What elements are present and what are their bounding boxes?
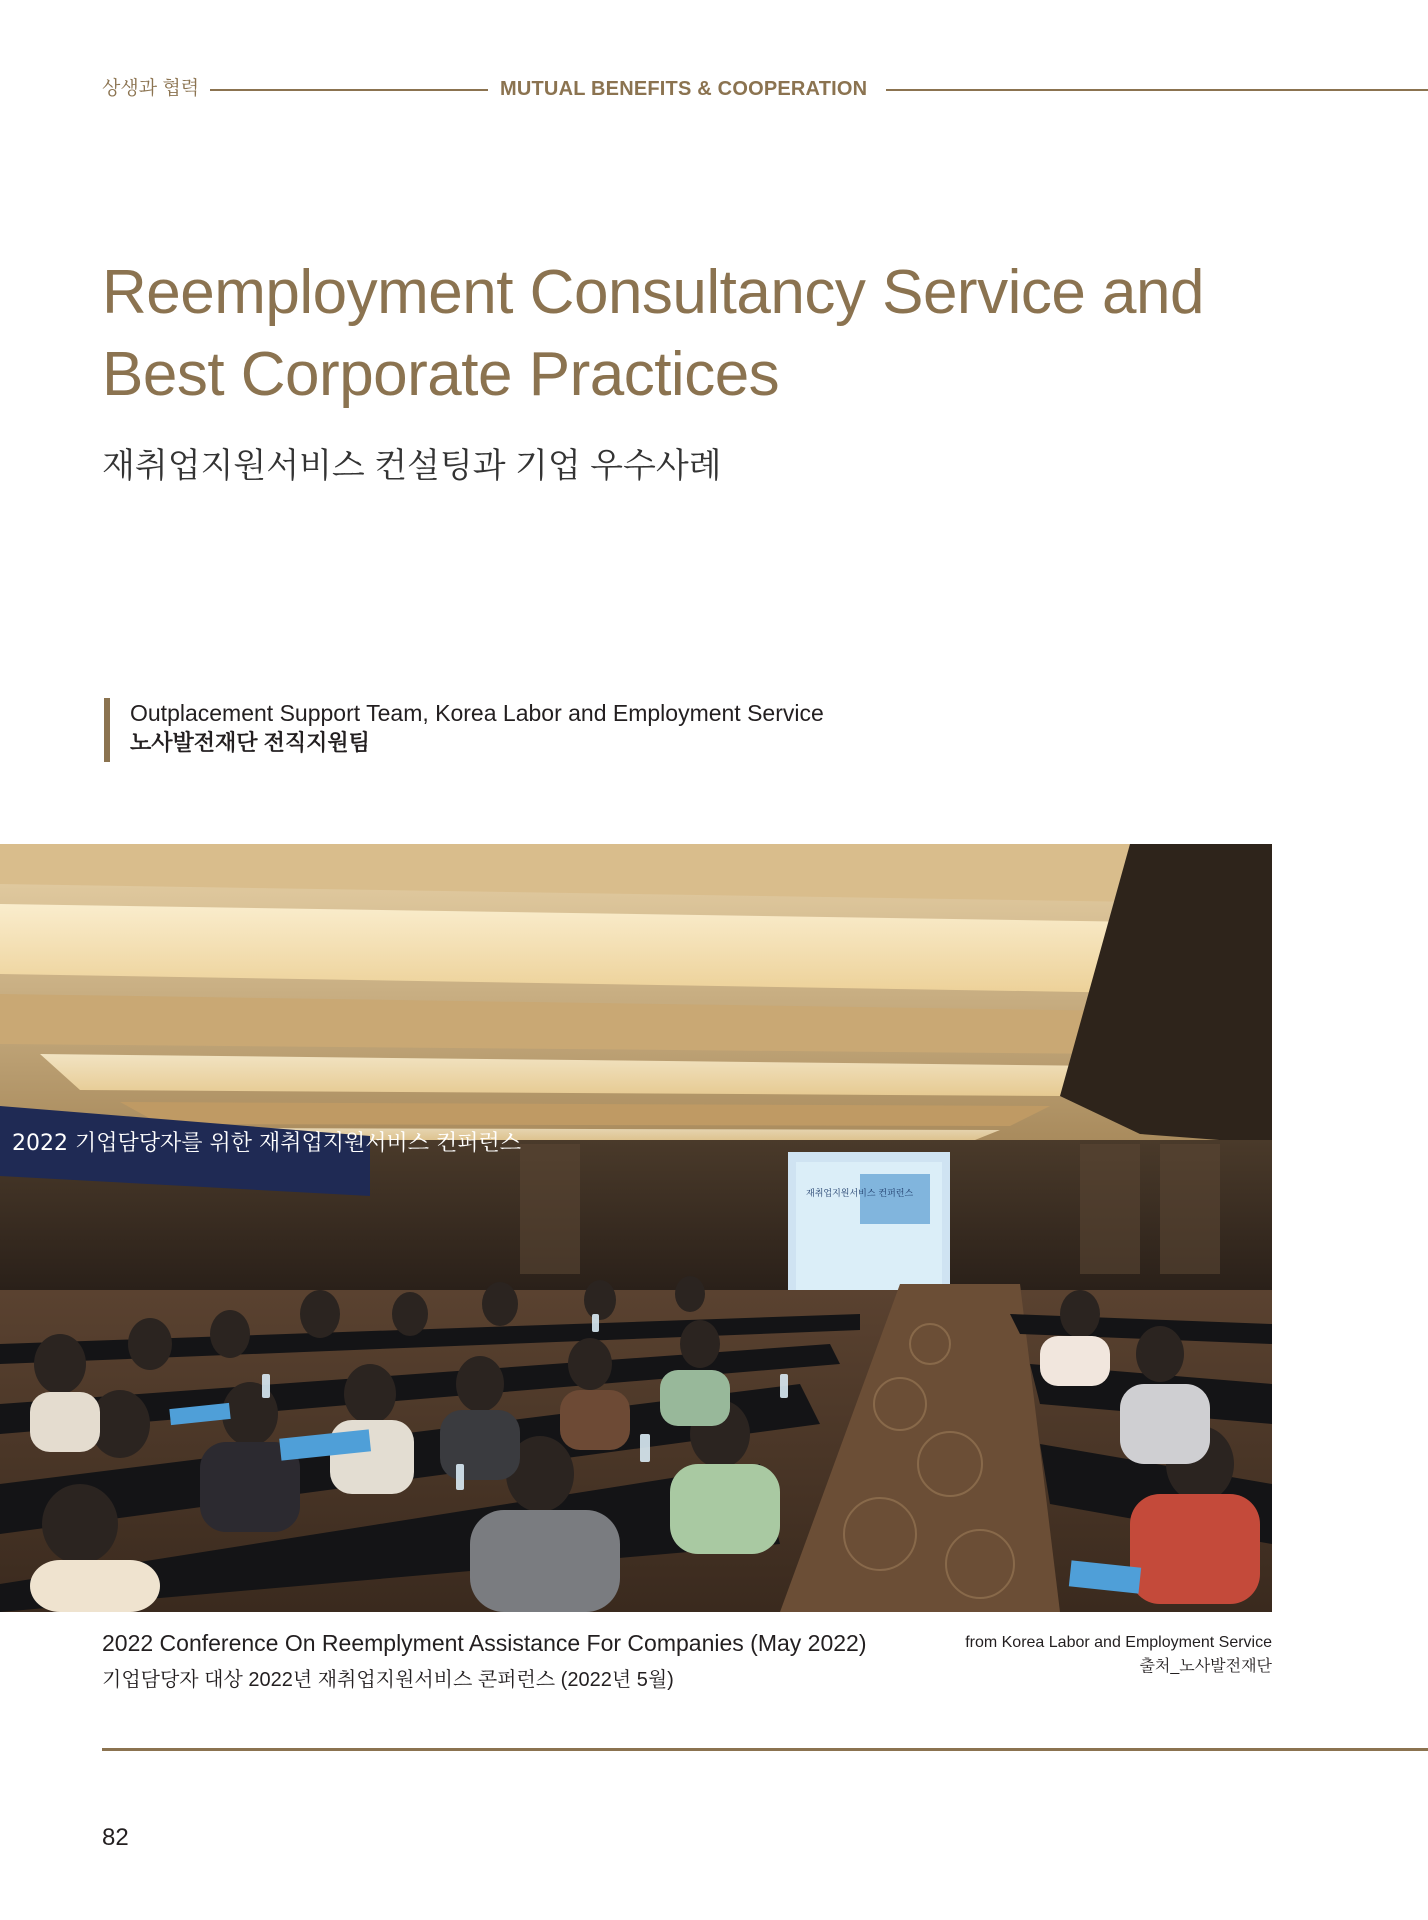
author-ko: 노사발전재단 전직지원팀: [130, 730, 370, 755]
footer-divider: [102, 1748, 1428, 1751]
section-label-ko: 상생과 협력: [102, 78, 200, 99]
article-title: [102, 252, 1302, 416]
photo-caption-en: 2022 Conference On Reemplyment Assistance For Companies (May 2022): [102, 1630, 867, 1656]
article-title-line2: Best Corporate Practices: [102, 340, 780, 409]
photo-source-en: from Korea Labor and Employment Service: [965, 1634, 1272, 1651]
banner-text: 2022 기업담당자를 위한 재취업지원서비스 컨퍼런스: [12, 1131, 522, 1156]
article-title-line1: Reemployment Consultancy Service and: [102, 258, 1204, 327]
page-number: 82: [102, 1824, 129, 1851]
conference-photo: [0, 844, 1272, 1612]
header-divider-right: [886, 89, 1428, 91]
author-en: Outplacement Support Team, Korea Labor and Employment Service: [130, 700, 824, 726]
article-title-ko: 재취업지원서비스 컨설팅과 기업 우수사례: [102, 447, 722, 485]
header-divider-left: [210, 89, 488, 91]
photo-caption-ko: 기업담당자 대상 2022년 재취업지원서비스 콘퍼런스 (2022년 5월): [102, 1669, 674, 1691]
author-block: [104, 698, 824, 762]
screen-text: 재취업지원서비스 컨퍼런스: [806, 1189, 914, 1199]
section-label-en: MUTUAL BENEFITS & COOPERATION: [500, 78, 868, 100]
photo-source-ko: 출처_노사발전재단: [1139, 1658, 1272, 1675]
running-header: [0, 76, 1428, 102]
